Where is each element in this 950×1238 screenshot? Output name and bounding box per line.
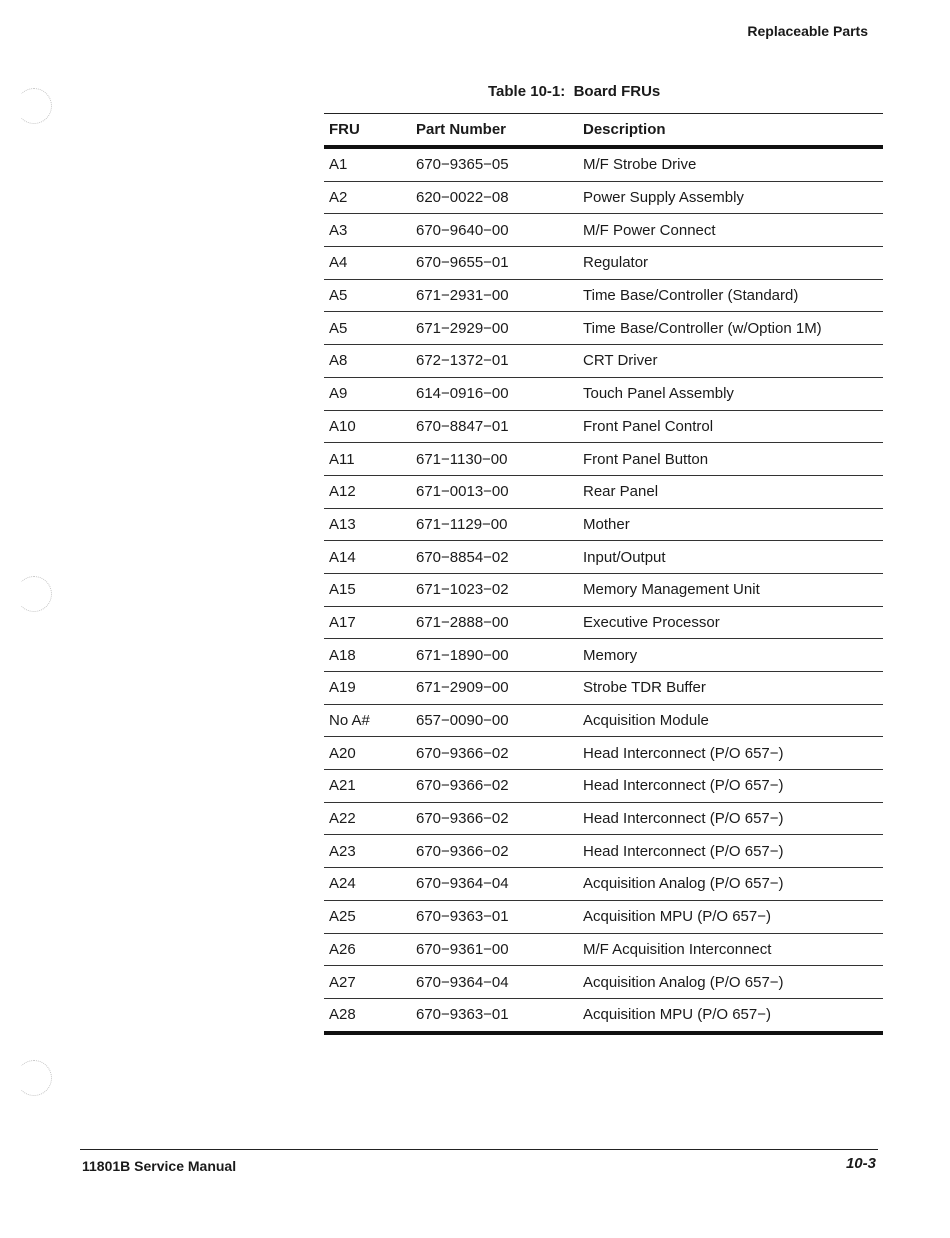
part-number-cell: 670−9366−02 [411, 770, 578, 803]
table-caption: Table 10-1: Board FRUs [488, 83, 661, 100]
description-cell: Memory Management Unit [578, 573, 883, 606]
column-header-fru: FRU [324, 114, 411, 148]
fru-cell: A20 [324, 737, 411, 770]
description-cell: Acquisition Module [578, 704, 883, 737]
part-number-cell: 670−9363−01 [411, 998, 578, 1032]
fru-cell: A24 [324, 868, 411, 901]
part-number-cell: 670−9366−02 [411, 802, 578, 835]
part-number-cell: 670−9365−05 [411, 147, 578, 181]
description-cell: Head Interconnect (P/O 657−) [578, 770, 883, 803]
description-cell: M/F Strobe Drive [578, 147, 883, 181]
fru-cell: A3 [324, 214, 411, 247]
part-number-cell: 671−2929−00 [411, 312, 578, 345]
punch-hole-bottom [16, 1060, 52, 1096]
fru-cell: A13 [324, 508, 411, 541]
table-row [324, 147, 883, 181]
fru-cell: A4 [324, 247, 411, 280]
description-cell: Time Base/Controller (Standard) [578, 279, 883, 312]
fru-cell: A18 [324, 639, 411, 672]
description-cell: CRT Driver [578, 345, 883, 378]
part-number-cell: 671−1130−00 [411, 443, 578, 476]
description-cell: Mother [578, 508, 883, 541]
part-number-cell: 670−9366−02 [411, 835, 578, 868]
fru-cell: A2 [324, 181, 411, 214]
column-header-description: Description [578, 114, 883, 148]
description-cell: Acquisition Analog (P/O 657−) [578, 868, 883, 901]
manual-title: 11801B Service Manual [82, 1158, 237, 1174]
part-number-cell: 670−9655−01 [411, 247, 578, 280]
fru-cell: A10 [324, 410, 411, 443]
table-row [324, 639, 883, 672]
fru-cell: A11 [324, 443, 411, 476]
table-row [324, 770, 883, 803]
description-cell: Head Interconnect (P/O 657−) [578, 737, 883, 770]
description-cell: Strobe TDR Buffer [578, 672, 883, 705]
table-row [324, 181, 883, 214]
fru-cell: A26 [324, 933, 411, 966]
table-row [324, 966, 883, 999]
description-cell: Front Panel Button [578, 443, 883, 476]
fru-cell: A28 [324, 998, 411, 1032]
table-row [324, 835, 883, 868]
table-row [324, 247, 883, 280]
fru-cell: A1 [324, 147, 411, 181]
fru-cell: A15 [324, 573, 411, 606]
description-cell: M/F Acquisition Interconnect [578, 933, 883, 966]
running-header: Replaceable Parts [747, 23, 868, 39]
part-number-cell: 670−9640−00 [411, 214, 578, 247]
description-cell: M/F Power Connect [578, 214, 883, 247]
part-number-cell: 614−0916−00 [411, 377, 578, 410]
table-header-row [324, 114, 883, 148]
fru-cell: A17 [324, 606, 411, 639]
table-row [324, 802, 883, 835]
description-cell: Acquisition Analog (P/O 657−) [578, 966, 883, 999]
part-number-cell: 670−9366−02 [411, 737, 578, 770]
fru-cell: A14 [324, 541, 411, 574]
description-cell: Regulator [578, 247, 883, 280]
description-cell: Memory [578, 639, 883, 672]
description-cell: Head Interconnect (P/O 657−) [578, 835, 883, 868]
description-cell: Executive Processor [578, 606, 883, 639]
description-cell: Rear Panel [578, 475, 883, 508]
part-number-cell: 671−1129−00 [411, 508, 578, 541]
table-row [324, 410, 883, 443]
table-row [324, 573, 883, 606]
description-cell: Front Panel Control [578, 410, 883, 443]
table-row [324, 214, 883, 247]
part-number-cell: 620−0022−08 [411, 181, 578, 214]
table-row [324, 508, 883, 541]
part-number-cell: 670−9361−00 [411, 933, 578, 966]
part-number-cell: 671−1023−02 [411, 573, 578, 606]
fru-cell: A12 [324, 475, 411, 508]
table-row [324, 312, 883, 345]
table-row [324, 541, 883, 574]
page-number: 10-3 [845, 1155, 876, 1172]
column-header-part-number: Part Number [411, 114, 578, 148]
description-cell: Touch Panel Assembly [578, 377, 883, 410]
description-cell: Time Base/Controller (w/Option 1M) [578, 312, 883, 345]
fru-cell: A19 [324, 672, 411, 705]
part-number-cell: 671−2931−00 [411, 279, 578, 312]
board-frus-table [324, 113, 883, 1035]
part-number-cell: 671−2909−00 [411, 672, 578, 705]
table-body [324, 147, 883, 1033]
description-cell: Head Interconnect (P/O 657−) [578, 802, 883, 835]
part-number-cell: 671−1890−00 [411, 639, 578, 672]
table-row [324, 868, 883, 901]
table-row [324, 998, 883, 1032]
part-number-cell: 670−9364−04 [411, 868, 578, 901]
table-row [324, 279, 883, 312]
part-number-cell: 671−0013−00 [411, 475, 578, 508]
fru-cell: A27 [324, 966, 411, 999]
description-cell: Power Supply Assembly [578, 181, 883, 214]
fru-cell: A25 [324, 900, 411, 933]
table-row [324, 737, 883, 770]
fru-cell: A21 [324, 770, 411, 803]
table-row [324, 672, 883, 705]
fru-cell: A23 [324, 835, 411, 868]
description-cell: Acquisition MPU (P/O 657−) [578, 900, 883, 933]
punch-hole-top [16, 88, 52, 124]
fru-cell: No A# [324, 704, 411, 737]
fru-cell: A22 [324, 802, 411, 835]
part-number-cell: 670−9364−04 [411, 966, 578, 999]
fru-cell: A5 [324, 312, 411, 345]
table-row [324, 443, 883, 476]
table-row [324, 900, 883, 933]
footer-rule [80, 1149, 878, 1150]
description-cell: Input/Output [578, 541, 883, 574]
punch-hole-middle [16, 576, 52, 612]
part-number-cell: 657−0090−00 [411, 704, 578, 737]
description-cell: Acquisition MPU (P/O 657−) [578, 998, 883, 1032]
table-row [324, 704, 883, 737]
table-row [324, 345, 883, 378]
table-row [324, 475, 883, 508]
table-row [324, 377, 883, 410]
fru-cell: A5 [324, 279, 411, 312]
part-number-cell: 670−8854−02 [411, 541, 578, 574]
part-number-cell: 672−1372−01 [411, 345, 578, 378]
table-row [324, 606, 883, 639]
fru-cell: A8 [324, 345, 411, 378]
part-number-cell: 670−8847−01 [411, 410, 578, 443]
fru-cell: A9 [324, 377, 411, 410]
table-row [324, 933, 883, 966]
part-number-cell: 671−2888−00 [411, 606, 578, 639]
part-number-cell: 670−9363−01 [411, 900, 578, 933]
